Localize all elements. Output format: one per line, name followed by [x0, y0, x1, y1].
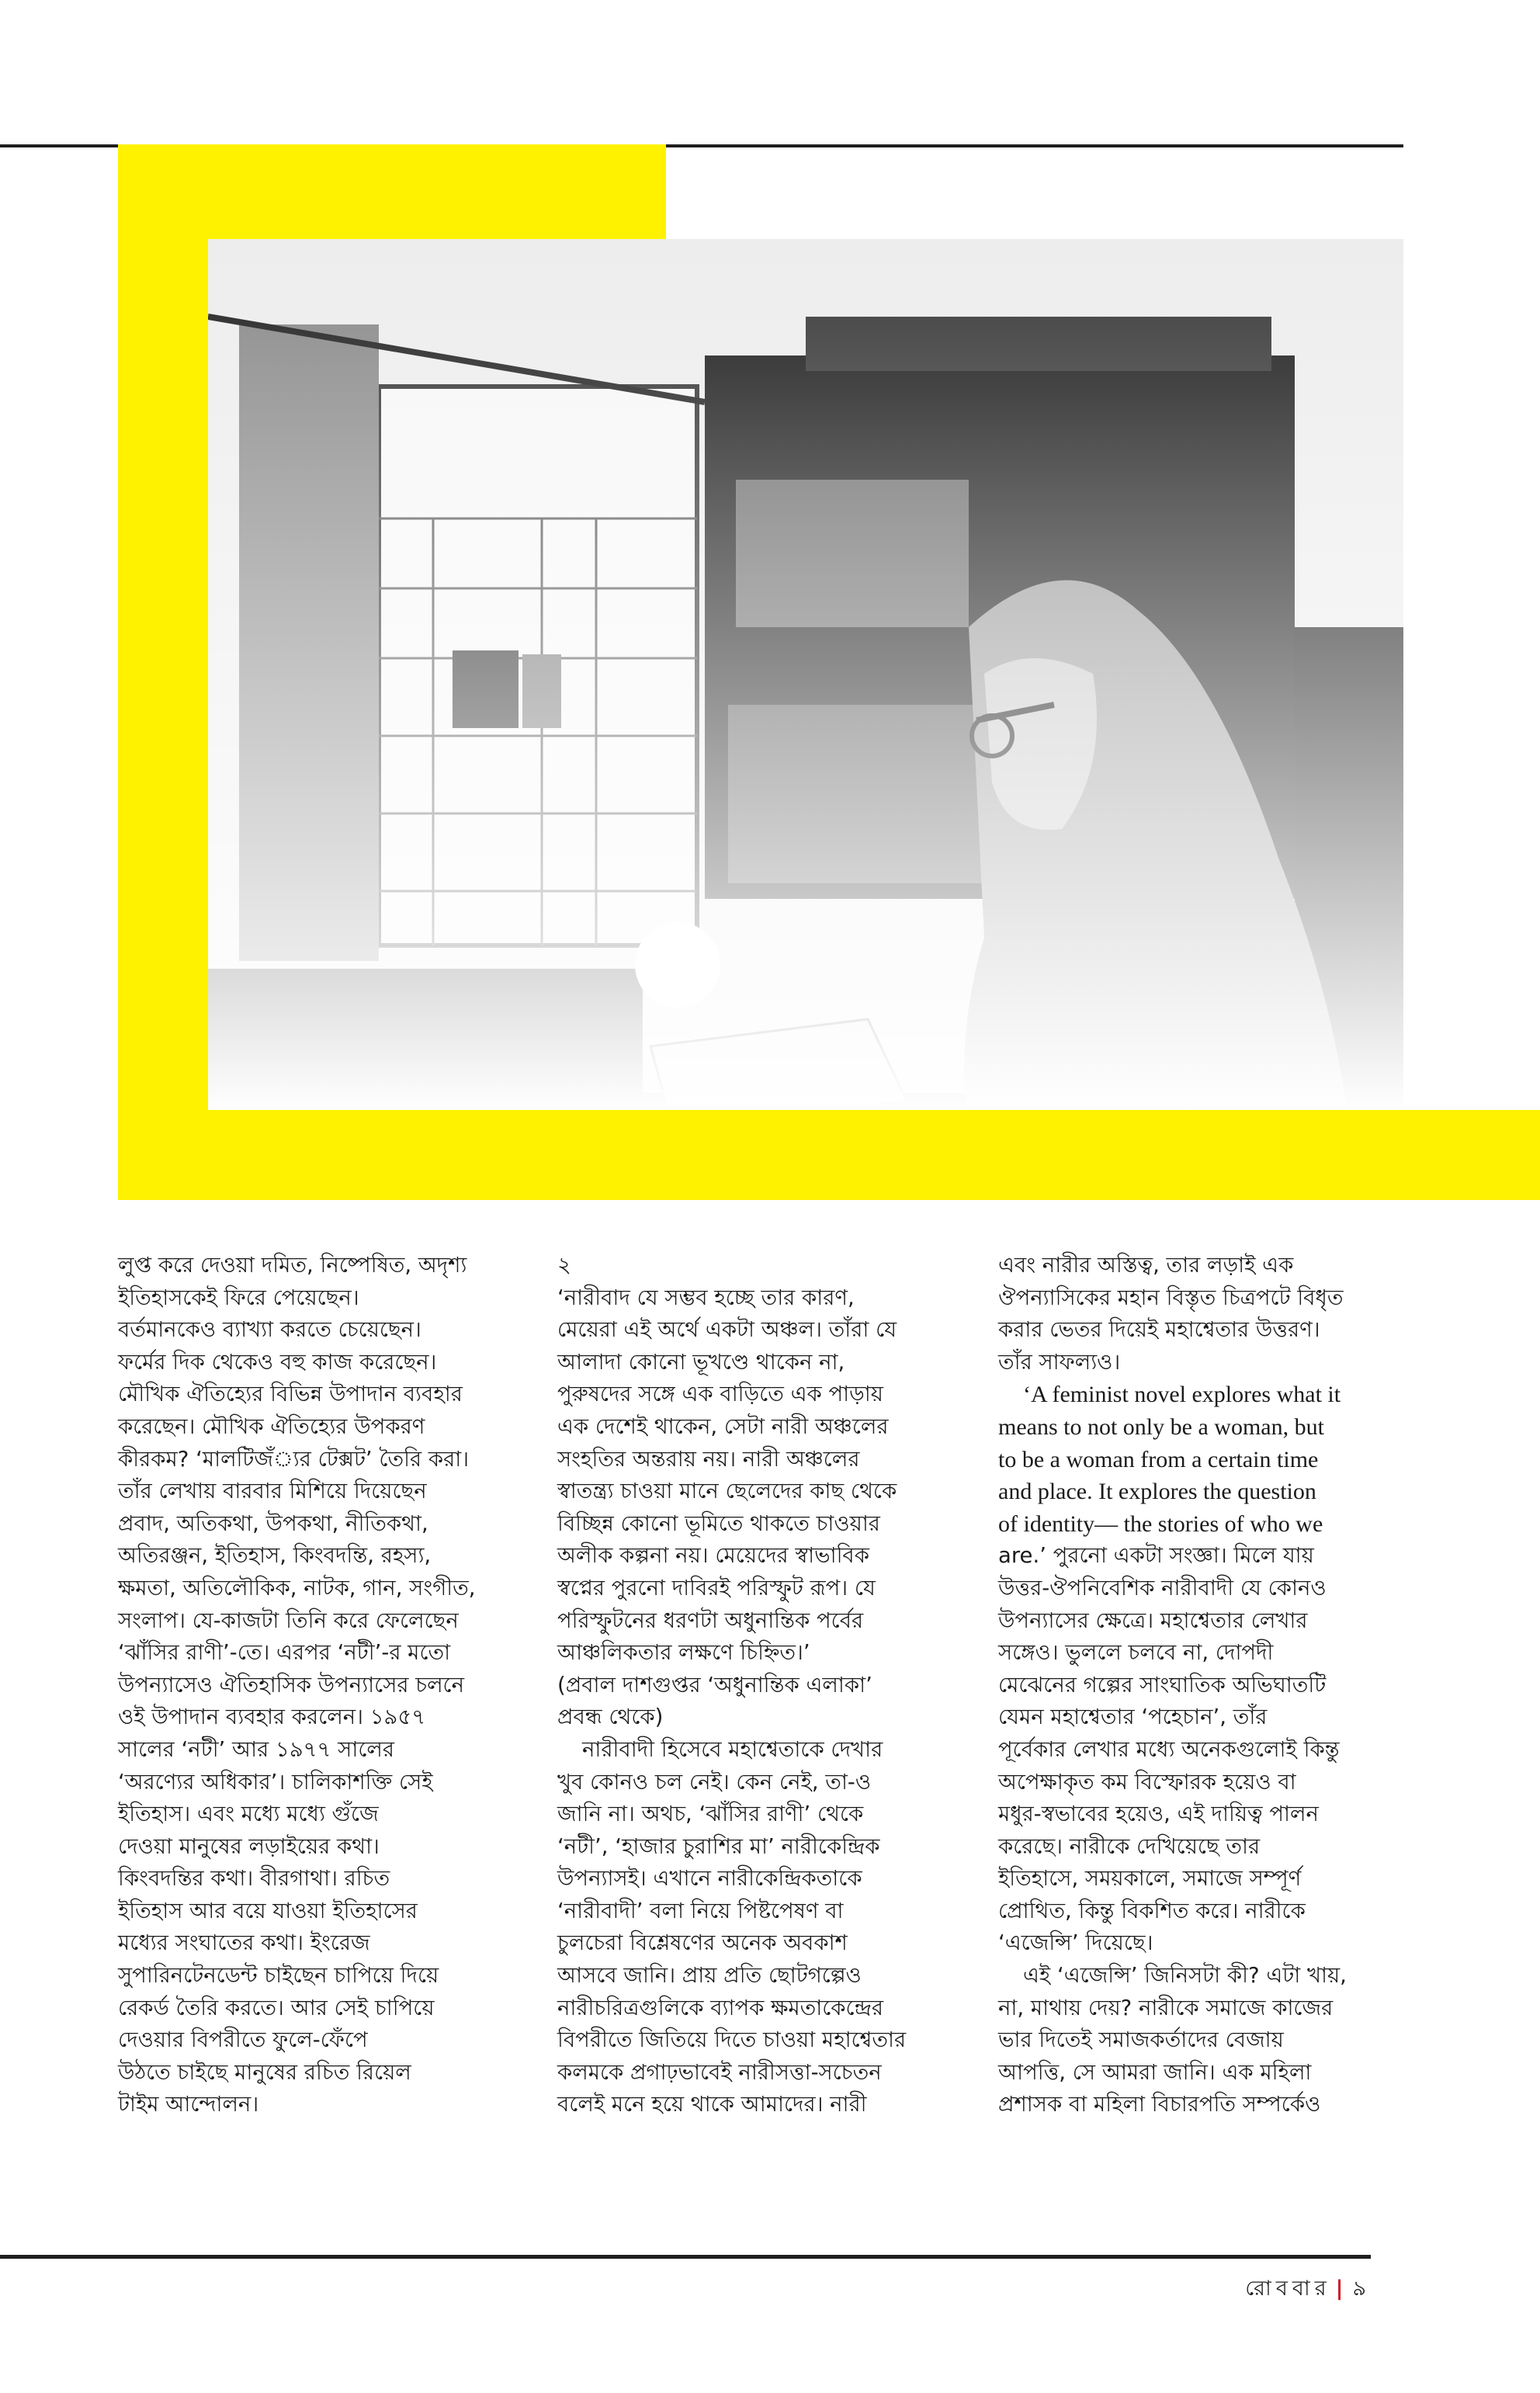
text-line: আসবে জানি। প্রায় প্রতি ছোটগল্পেও: [557, 1963, 862, 1989]
text-line: বর্তমানকেও ব্যাখ্যা করতে চেয়েছেন।: [118, 1317, 421, 1343]
publication-name: রোববার: [1245, 2277, 1331, 2301]
text-line: ক্ষমতা, অতিলৌকিক, নাটক, গান, সংগীত,: [118, 1575, 476, 1601]
text-line: বিচ্ছিন্ন কোনো ভূমিতে থাকতে চাওয়ার: [557, 1510, 880, 1536]
section-number: ২: [557, 1253, 571, 1278]
text-line: ঔপন্যাসিকের মহান বিস্তৃত চিত্রপটে বিধৃত: [998, 1285, 1344, 1310]
text-line: ইতিহাস। এবং মধ্যে মধ্যে গুঁজে: [118, 1802, 379, 1827]
text-line: স্বপ্নের পুরনো দাবিরই পরিস্ফুট রূপ। যে: [557, 1575, 876, 1601]
text-line: উপন্যাসের ক্ষেত্রে। মহাশ্বেতার লেখার: [998, 1607, 1308, 1633]
text-line: আঞ্চলিকতার লক্ষণে চিহ্নিত।’: [557, 1640, 810, 1666]
text-line: কিংবদন্তির কথা। বীরগাথা। রচিত: [118, 1866, 390, 1892]
text-line: খুব কোনও চল নেই। কেন নেই, তা-ও: [557, 1769, 872, 1795]
text-line: মধুর-স্বভাবের হয়েও, এই দায়িত্ব পালন: [998, 1802, 1319, 1827]
text-line: are.’ পুরনো একটা সংজ্ঞা। মিলে যায়: [998, 1543, 1314, 1569]
text-line: ওই উপাদান ব্যবহার করলেন। ১৯৫৭: [118, 1705, 426, 1730]
text-line: বিপরীতে জিতিয়ে দিতে চাওয়া মহাশ্বেতার: [557, 2027, 907, 2053]
text-line: না, মাথায় দেয়? নারীকে সমাজে কাজের: [998, 1995, 1334, 2020]
text-line: এক দেশেই থাকেন, সেটা নারী অঞ্চলের: [557, 1413, 889, 1439]
text-line: তাঁর সাফল্যও।: [998, 1349, 1121, 1375]
article-column-1: [118, 1250, 522, 2121]
article-column-3: [998, 1250, 1402, 2121]
text-line: প্রোথিত, কিন্তু বিকশিত করে। নারীকে: [998, 1898, 1306, 1923]
bottom-rule: [0, 2255, 1371, 2259]
text-line: সুপারিনটেনডেন্ট চাইছেন চাপিয়ে দিয়ে: [118, 1963, 439, 1989]
text-line: প্রবাদ, অতিকথা, উপকথা, নীতিকথা,: [118, 1510, 428, 1536]
text-line: উত্তর-ঔপনিবেশিক নারীবাদী যে কোনও: [998, 1575, 1327, 1601]
text-line: ইতিহাসকেই ফিরে পেয়েছেন।: [118, 1285, 359, 1310]
text-line: মেঝেনের গল্পের সাংঘাতিক অভিঘাতটি: [998, 1672, 1327, 1698]
text-line: তাঁর লেখায় বারবার মিশিয়ে দিয়েছেন: [118, 1479, 427, 1504]
text-line: লুপ্ত করে দেওয়া দমিত, নিষ্পেষিত, অদৃশ্য: [118, 1253, 467, 1278]
text-line: করার ভেতর দিয়েই মহাশ্বেতার উত্তরণ।: [998, 1317, 1320, 1343]
text-line: জানি না। অথচ, ‘ঝাঁসির রাণী’ থেকে: [557, 1802, 864, 1827]
page-number: ৯: [1352, 2277, 1371, 2301]
text-line: করেছে। নারীকে দেখিয়েছে তার: [998, 1833, 1261, 1859]
text-line: দেওয়ার বিপরীতে ফুলে-ফেঁপে: [118, 2027, 368, 2053]
text-line: উপন্যাসই। এখানে নারীকেন্দ্রিকতাকে: [557, 1866, 862, 1892]
text-line: পুরুষদের সঙ্গে এক বাড়িতে এক পাড়ায়: [557, 1382, 883, 1407]
text-line: করেছেন। মৌখিক ঐতিহ্যের উপকরণ: [118, 1413, 425, 1439]
text-line: ফর্মের দিক থেকেও বহু কাজ করেছেন।: [118, 1349, 437, 1375]
yellow-frame-bottom: [118, 1110, 1540, 1200]
text-line: মেয়েরা এই অর্থে একটা অঞ্চল। তাঁরা যে: [557, 1317, 897, 1343]
article-photo: [208, 239, 1403, 1110]
photo-illustration: [208, 239, 1403, 1110]
text-line: উঠতে চাইছে মানুষের রচিত রিয়েল: [118, 2059, 411, 2085]
text-line: ‘নটী’, ‘হাজার চুরাশির মা’ নারীকেন্দ্রিক: [557, 1833, 880, 1859]
text-line: আপত্তি, সে আমরা জানি। এক মহিলা: [998, 2059, 1312, 2085]
text-line: মৌখিক ঐতিহ্যের বিভিন্ন উপাদান ব্যবহার: [118, 1382, 463, 1407]
text-line: অপেক্ষাকৃত কম বিস্ফোরক হয়েও বা: [998, 1769, 1296, 1795]
footer-separator: |: [1335, 2277, 1348, 2301]
text-line: উপন্যাসেও ঐতিহাসিক উপন্যাসের চলনে: [118, 1672, 465, 1698]
text-line: ‘নারীবাদী’ বলা নিয়ে পিষ্টপেষণ বা: [557, 1898, 844, 1923]
text-line: কীরকম? ‘মালটিজঁ্যর টেক্সট’ তৈরি করা।: [118, 1446, 470, 1472]
text-line: পূর্বেকার লেখার মধ্যে অনেকগুলোই কিন্তু: [998, 1736, 1340, 1762]
text-line: মধ্যের সংঘাতের কথা। ইংরেজ: [118, 1930, 370, 1956]
text-line: স্বাতন্ত্র্য চাওয়া মানে ছেলেদের কাছ থেকে: [557, 1479, 897, 1504]
text-line: যেমন মহাশ্বেতার ‘পহেচান’, তাঁর: [998, 1705, 1268, 1730]
page-footer: [1245, 2273, 1371, 2308]
text-line: নারীচরিত্রগুলিকে ব্যাপক ক্ষমতাকেন্দ্রের: [557, 1995, 883, 2020]
yellow-frame-left: [118, 144, 208, 1200]
text-line: এবং নারীর অস্তিত্ব, তার লড়াই এক: [998, 1253, 1294, 1278]
text-line: ‘নারীবাদ যে সম্ভব হচ্ছে তার কারণ,: [557, 1285, 855, 1310]
paragraph-start: নারীবাদী হিসেবে মহাশ্বেতাকে দেখার: [582, 1736, 883, 1762]
text-line: চুলচেরা বিশ্লেষণের অনেক অবকাশ: [557, 1930, 848, 1956]
text-line: রেকর্ড তৈরি করতে। আর সেই চাপিয়ে: [118, 1995, 435, 2020]
quote-line-english: means to not only be a woman, but: [998, 1413, 1324, 1440]
quote-line-english: of identity— the stories of who we: [998, 1510, 1323, 1537]
text-line: ভার দিতেই সমাজকর্তাদের বেজায়: [998, 2027, 1284, 2053]
text-line: টাইম আন্দোলন।: [118, 2092, 259, 2117]
text-line: অলীক কল্পনা নয়। মেয়েদের স্বাভাবিক: [557, 1543, 869, 1569]
text-line: পরিস্ফুটনের ধরণটা অধুনান্তিক পর্বের: [557, 1607, 864, 1633]
text-line: অতিরঞ্জন, ইতিহাস, কিংবদন্তি, রহস্য,: [118, 1543, 432, 1569]
citation-line: (প্রবাল দাশগুপ্তর ‘অধুনান্তিক এলাকা’: [557, 1672, 872, 1698]
text-line: ‘এজেন্সি’ দিয়েছে।: [998, 1930, 1153, 1956]
text-line: ‘ঝাঁসির রাণী’-তে। এরপর ‘নটী’-র মতো: [118, 1640, 451, 1666]
text-line: সঙ্গেও। ভুললে চলবে না, দোপদী: [998, 1640, 1274, 1666]
text-line: আলাদা কোনো ভূখণ্ডে থাকেন না,: [557, 1349, 845, 1375]
quote-line-english: to be a woman from a certain time: [998, 1446, 1319, 1472]
text-line: দেওয়া মানুষের লড়াইয়ের কথা।: [118, 1833, 380, 1859]
text-line: সালের ‘নটী’ আর ১৯৭৭ সালের: [118, 1736, 394, 1762]
text-line: সংলাপ। যে-কাজটা তিনি করে ফেলেছেন: [118, 1607, 459, 1633]
article-column-2: [557, 1250, 961, 2121]
quote-line-english: and place. It explores the question: [998, 1479, 1316, 1505]
text-line: ইতিহাসে, সময়কালে, সমাজে সম্পূর্ণ: [998, 1866, 1302, 1892]
text-line: প্রশাসক বা মহিলা বিচারপতি সম্পর্কেও: [998, 2092, 1321, 2117]
text-line: ইতিহাস আর বয়ে যাওয়া ইতিহাসের: [118, 1898, 418, 1923]
text-line: ‘অরণ্যের অধিকার’। চালিকাশক্তি সেই: [118, 1769, 433, 1795]
paragraph-start: এই ‘এজেন্সি’ জিনিসটা কী? এটা খায়,: [1023, 1963, 1347, 1989]
text-line: সংহতির অন্তরায় নয়। নারী অঞ্চলের: [557, 1446, 860, 1472]
text-line: কলমকে প্রগাঢ়ভাবেই নারীসত্তা-সচেতন: [557, 2059, 882, 2085]
text-line: বলেই মনে হয়ে থাকে আমাদের। নারী: [557, 2092, 867, 2117]
citation-line: প্রবন্ধ থেকে): [557, 1705, 664, 1730]
quote-line-english: ‘A feminist novel explores what it: [1023, 1382, 1341, 1408]
